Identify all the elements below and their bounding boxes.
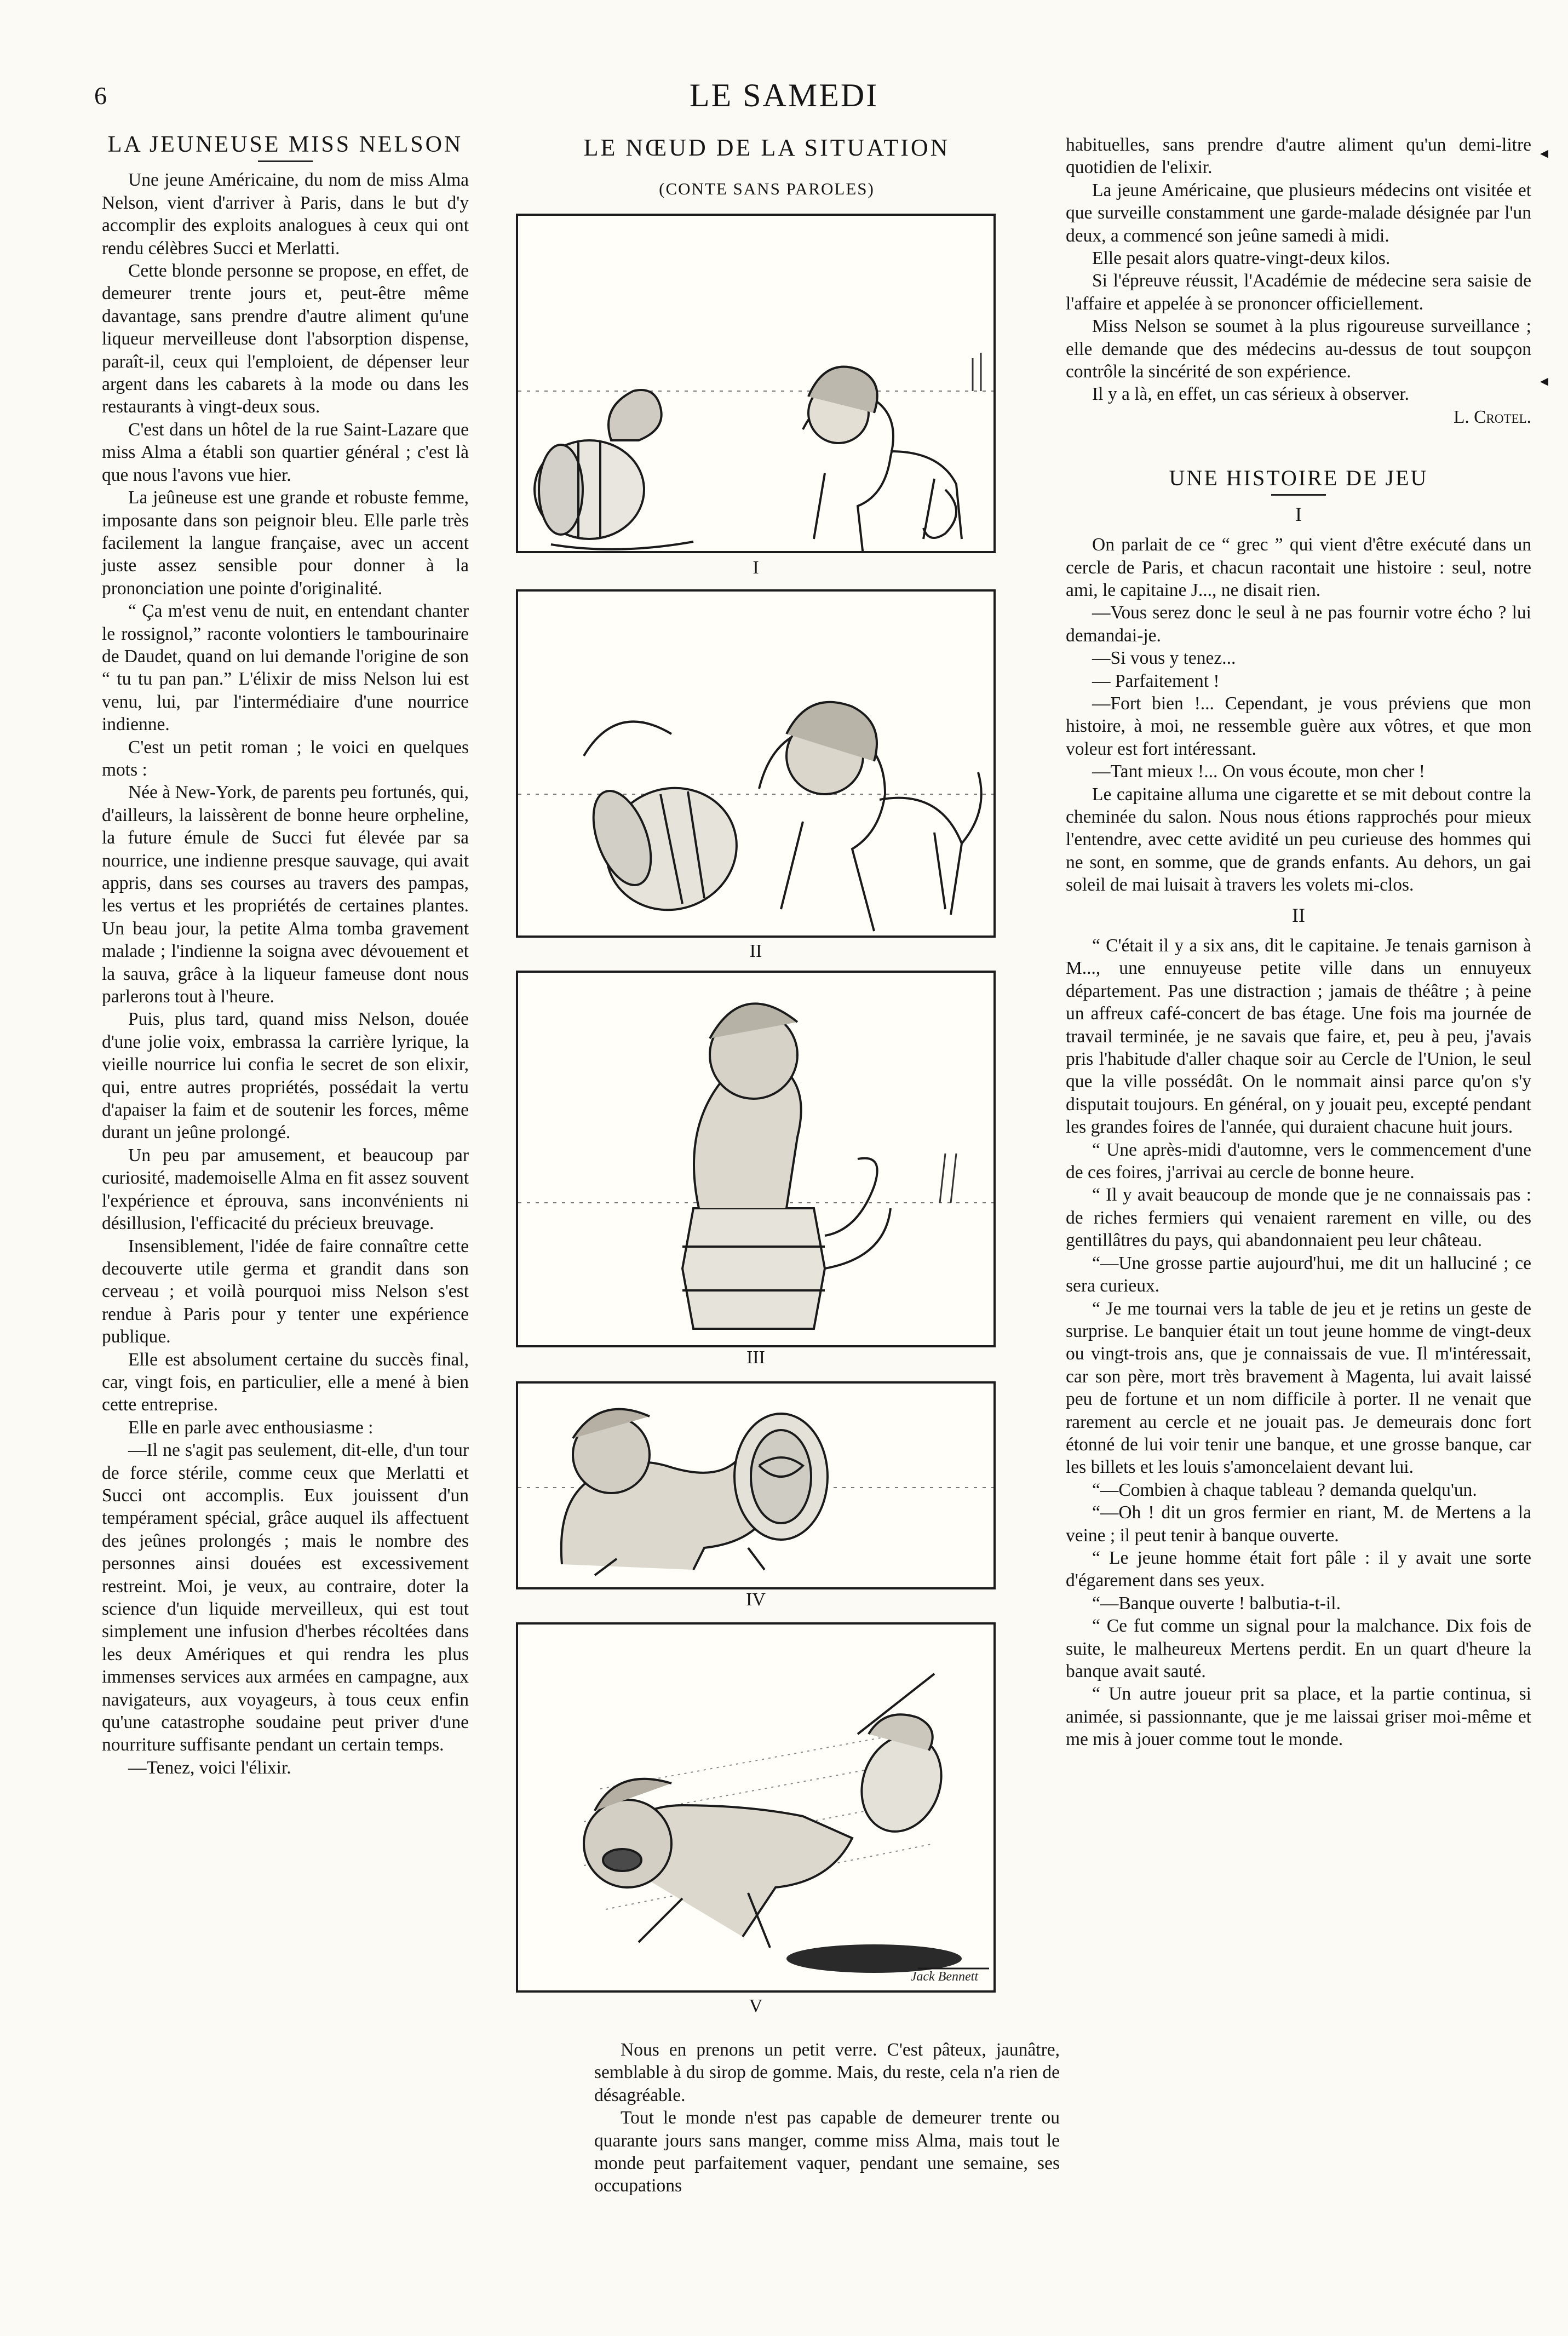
article-paragraph: Elle pesait alors quatre-vingt-deux kilos.	[1092, 248, 1391, 269]
article-paragraph: Une jeune Américaine, du nom de miss Alma Nelson, vient d'arriver à Paris, dans le but d'y accomplir des exploits analogues à ceux qui ont rendu célèbres Succi et Merlatti.	[102, 170, 469, 259]
panel-label-1: I	[753, 558, 759, 578]
article-paragraph: Insensiblement, l'idée de faire connaître cette decouverte utile germa et grandit dans son cerveau ; et voilà pourquoi miss Nelson s'est rendue à Paris pour y tenter une expérience publique.	[102, 1236, 469, 1347]
story-paragraph: —Vous serez donc le seul à ne pas fournir votre écho ? lui demandai-je.	[1066, 602, 1531, 646]
article-paragraph: habituelles, sans prendre d'autre aliment qu'un demi-litre quotidien de l'elixir.	[1066, 135, 1531, 178]
panel-2-illustration	[518, 592, 993, 935]
story-paragraph: On parlait de ce “ grec ” qui vient d'être exécuté dans un cercle de Paris, et chacun racontait une histoire : seul, notre ami, le capitaine J..., ne disait rien.	[1066, 535, 1531, 600]
panel-5-illustration	[518, 1625, 993, 1990]
story-paragraph: —Tant mieux !... On vous écoute, mon cher !	[1092, 761, 1425, 782]
story-paragraph: “ Il y avait beaucoup de monde que je ne connaissais pas : de riches fermiers qui venaient rarement en ville, ou des gentillâtres du pays, qui abandonnaient peu leur château.	[1066, 1185, 1531, 1251]
panel-4-illustration	[518, 1384, 993, 1587]
story-section-2-body	[1066, 934, 1531, 1751]
artist-signature: Jack Bennett	[910, 1970, 978, 1984]
story-paragraph: —Fort bien !... Cependant, je vous préviens que mon histoire, à moi, ne ressemble guère aux vôtres, et que mon voleur est fort intéressant.	[1066, 693, 1531, 759]
cartoon-subtitle: (CONTE SANS PAROLES)	[659, 179, 875, 198]
story-paragraph: — Parfaitement !	[1092, 670, 1220, 691]
article-paragraph: La jeune Américaine, que plusieurs médecins ont visitée et que surveille constamment une garde-malade désignée par l'un deux, a commencé son jeûne samedi à midi.	[1066, 180, 1531, 246]
story-paragraph: “ Je me tournai vers la table de jeu et je retins un geste de surprise. Le banquier était un tout jeune homme de vingt-deux ou vingt-trois ans, que je connaissais de vue. Il m'intéressait, car son père, mort très bravement à Magenta, lui avait laissé peu de fortune et un nom difficile à porter. Il ne venait que rarement au cercle et ne jouait pas. Je demeurais donc fort étonné de lui voir tenir une banque, et une grosse banque, car les billets et les louis s'amoncelaient devant lui.	[1066, 1298, 1531, 1478]
article-paragraph: —Il ne s'agit pas seulement, dit-elle, d'un tour de force stérile, comme ceux que Merlatti et Succi ont accomplis. Eux jouissent d'un tempérament spécial, grâce auquel ils affectuent des jeûnes prolongés ; mais le nombre des personnes ainsi douées est excessivement restreint. Moi, je veux, au contraire, doter la science d'un liquide merveilleux, qui est tout simplement une infusion d'herbes récoltées dans les deux Amériques et qui rendra les plus immenses services aux armées en campagne, aux navigateurs, aux voyageurs, à tous ceux enfin qu'une catastrophe soudaine peut priver d'une nourriture suffisante pendant un certain temps.	[102, 1440, 469, 1755]
story-paragraph: —Si vous y tenez...	[1092, 648, 1236, 669]
panel-3-illustration	[518, 973, 993, 1345]
story-title: UNE HISTOIRE DE JEU	[1169, 466, 1428, 491]
article-title: LA JEUNEUSE MISS NELSON	[107, 132, 463, 157]
panel-label-3: III	[746, 1347, 765, 1368]
cartoon-panel-2	[516, 589, 996, 938]
article-paragraph: Nous en prenons un petit verre. C'est pâteux, jaunâtre, semblable à du sirop de gomme. Mais, du reste, cela n'a rien de désagréable.	[594, 2040, 1060, 2105]
article-paragraph: Cette blonde personne se propose, en effet, de demeurer trente jours et, peut-être même davantage, sans prendre d'autre aliment qu'une liqueur merveilleuse dont l'absorption dispense, paraît-il, ceux qui l'emploient, de dépenser leur argent dans les cabarets à la mode ou dans les restaurants à vingt-deux sous.	[102, 261, 469, 417]
title-rule	[258, 160, 313, 162]
story-section-1-body	[1066, 533, 1531, 897]
article-end	[1066, 134, 1531, 406]
masthead: LE SAMEDI	[689, 77, 879, 113]
story-paragraph: Le capitaine alluma une cigarette et se mit debout contre la cheminée du salon. Nous nous étions rapprochés pour mieux l'entendre, avec cette avidité un peu curieuse des hommes qui ne sont, en somme, que de grands enfants. Au dehors, un gai soleil de mai luisait à travers les volets mi-clos.	[1066, 784, 1531, 896]
article-paragraph: —Tenez, voici l'élixir.	[128, 1757, 291, 1778]
article-signature: L. Crotel.	[1453, 406, 1531, 427]
story-paragraph: “ Une après-midi d'automne, vers le commencement d'une de ces foires, j'arrivai au cercle de bonne heure.	[1066, 1139, 1531, 1183]
article-paragraph: C'est un petit roman ; le voici en quelques mots :	[102, 737, 469, 780]
article-paragraph: Tout le monde n'est pas capable de demeurer trente ou quarante jours sans manger, comme miss Alma, mais tout le monde peut parfaitement vaquer, pendant une semaine, ses occupations	[594, 2108, 1060, 2196]
panel-label-2: II	[749, 941, 762, 961]
story-paragraph: “ Un autre joueur prit sa place, et la partie continua, si animée, si passionnante, que je me laissai griser moi-même et me mis à jouer comme tout le monde.	[1066, 1684, 1531, 1750]
article-paragraph: Miss Nelson se soumet à la plus rigoureuse surveillance ; elle demande que des médecins au-dessus de tout soupçon contrôle la sincérité de son expérience.	[1066, 316, 1531, 382]
margin-mark: ◂	[1540, 372, 1549, 390]
article-paragraph: La jeûneuse est une grande et robuste femme, imposante dans son peignoir bleu. Elle parle très facilement la langue française, avec un accent juste assez sensible pour donner à la prononciation une pointe d'originalité.	[102, 487, 469, 599]
article-paragraph: “ Ça m'est venu de nuit, en entendant chanter le rossignol,” raconte volontiers le tambourinaire de Daudet, quand on lui demande l'origine de son “ tu tu pan pan.” L'élixir de miss Nelson lui est venu, lui, par l'intermédiaire d'une nourrice indienne.	[102, 601, 469, 735]
story-title-rule	[1271, 494, 1326, 496]
story-section-2: II	[1292, 904, 1305, 926]
article-paragraph: Elle est absolument certaine du succès final, car, vingt fois, en particulier, elle a mené à bien cette entreprise.	[102, 1349, 469, 1415]
article-paragraph: Puis, plus tard, quand miss Nelson, douée d'une jolie voix, embrassa la carrière lyrique, la vieille nourrice lui confia le secret de son elixir, qui, entre autres propriétés, possédait la vertu d'apaiser la faim et de soutenir les forces, même durant un jeûne prolongé.	[102, 1009, 469, 1143]
story-paragraph: “—Une grosse partie aujourd'hui, me dit un halluciné ; ce sera curieux.	[1066, 1253, 1531, 1296]
story-paragraph: “—Combien à chaque tableau ? demanda quelqu'un.	[1092, 1479, 1477, 1500]
cartoon-panel-4	[516, 1381, 996, 1589]
panel-label-4: IV	[746, 1589, 766, 1610]
column-left	[102, 134, 469, 1779]
article-paragraph: Née à New-York, de parents peu fortunés, qui, d'ailleurs, la laissèrent de bonne heure orpheline, la future émule de Succi fut élevée par sa nourrice, une indienne presque sauvage, qui avait appris, dans ses courses au travers des pampas, les vertus et les propriétés de certaines plantes. Un beau jour, la petite Alma tomba gravement malade ; l'indienne la soigna avec dévouement et la sauva, grâce à la liqueur fameuse dont nous parlerons tout à l'heure.	[102, 782, 469, 1007]
article-paragraph: Si l'épreuve réussit, l'Académie de médecine sera saisie de l'affaire et appelée à se prononcer officiellement.	[1066, 271, 1531, 314]
margin-mark: ◂	[1540, 144, 1549, 162]
article-paragraph: Il y a là, en effet, un cas sérieux à observer.	[1092, 384, 1409, 405]
cartoon-column	[482, 134, 1052, 199]
story-paragraph: “ C'était il y a six ans, dit le capitaine. Je tenais garnison à M..., une ennuyeuse petite ville dans un ennuyeux département. Pas une distraction ; jamais de théâtre ; à peine un affreux café-concert de bas étage. Une fois ma journée de travail terminée, je ne savais que faire, et, peu à peu, j'avais pris l'habitude d'aller chaque soir au Cercle de l'Union, le seul que la ville possédât. On le nommait ainsi parce qu'on s'y disputait toujours. En général, on y jouait peu, excepté pendant les grandes foires de l'année, qui duraient chacune huit jours.	[1066, 935, 1531, 1138]
article-continuation	[594, 2039, 1060, 2197]
article-paragraph: C'est dans un hôtel de la rue Saint-Lazare que miss Alma a établi son quartier général ; c'est là que nous l'avons vue hier.	[102, 419, 469, 485]
panel-label-5: V	[749, 1996, 763, 2016]
cartoon-title: LE NŒUD DE LA SITUATION	[583, 134, 950, 161]
cartoon-panel-3	[516, 971, 996, 1347]
cartoon-panel-1	[516, 214, 996, 553]
cartoon-panel-5	[516, 1622, 996, 1993]
story-paragraph: “—Oh ! dit un gros fermier en riant, M. de Mertens a la veine ; il peut tenir à banque ouverte.	[1066, 1502, 1531, 1546]
article-paragraph: Elle en parle avec enthousiasme :	[128, 1417, 374, 1438]
panel-1-illustration	[518, 216, 993, 551]
page-number: 6	[94, 82, 107, 110]
article-body	[102, 169, 469, 1779]
story-paragraph: “—Banque ouverte ! balbutia-t-il.	[1092, 1593, 1341, 1614]
article-paragraph: Un peu par amusement, et beaucoup par curiosité, mademoiselle Alma en fit assez souvent l'expérience et éprouva, sans inconvénients ni désillusion, l'efficacité du précieux breuvage.	[102, 1145, 469, 1234]
story-paragraph: “ Ce fut comme un signal pour la malchance. Dix fois de suite, le malheureux Mertens perdit. En un quart d'heure la banque avait sauté.	[1066, 1616, 1531, 1681]
story-paragraph: “ Le jeune homme était fort pâle : il y avait une sorte d'égarement dans ses yeux.	[1066, 1547, 1531, 1591]
column-right	[1066, 134, 1531, 1751]
story-section-1: I	[1295, 503, 1302, 525]
